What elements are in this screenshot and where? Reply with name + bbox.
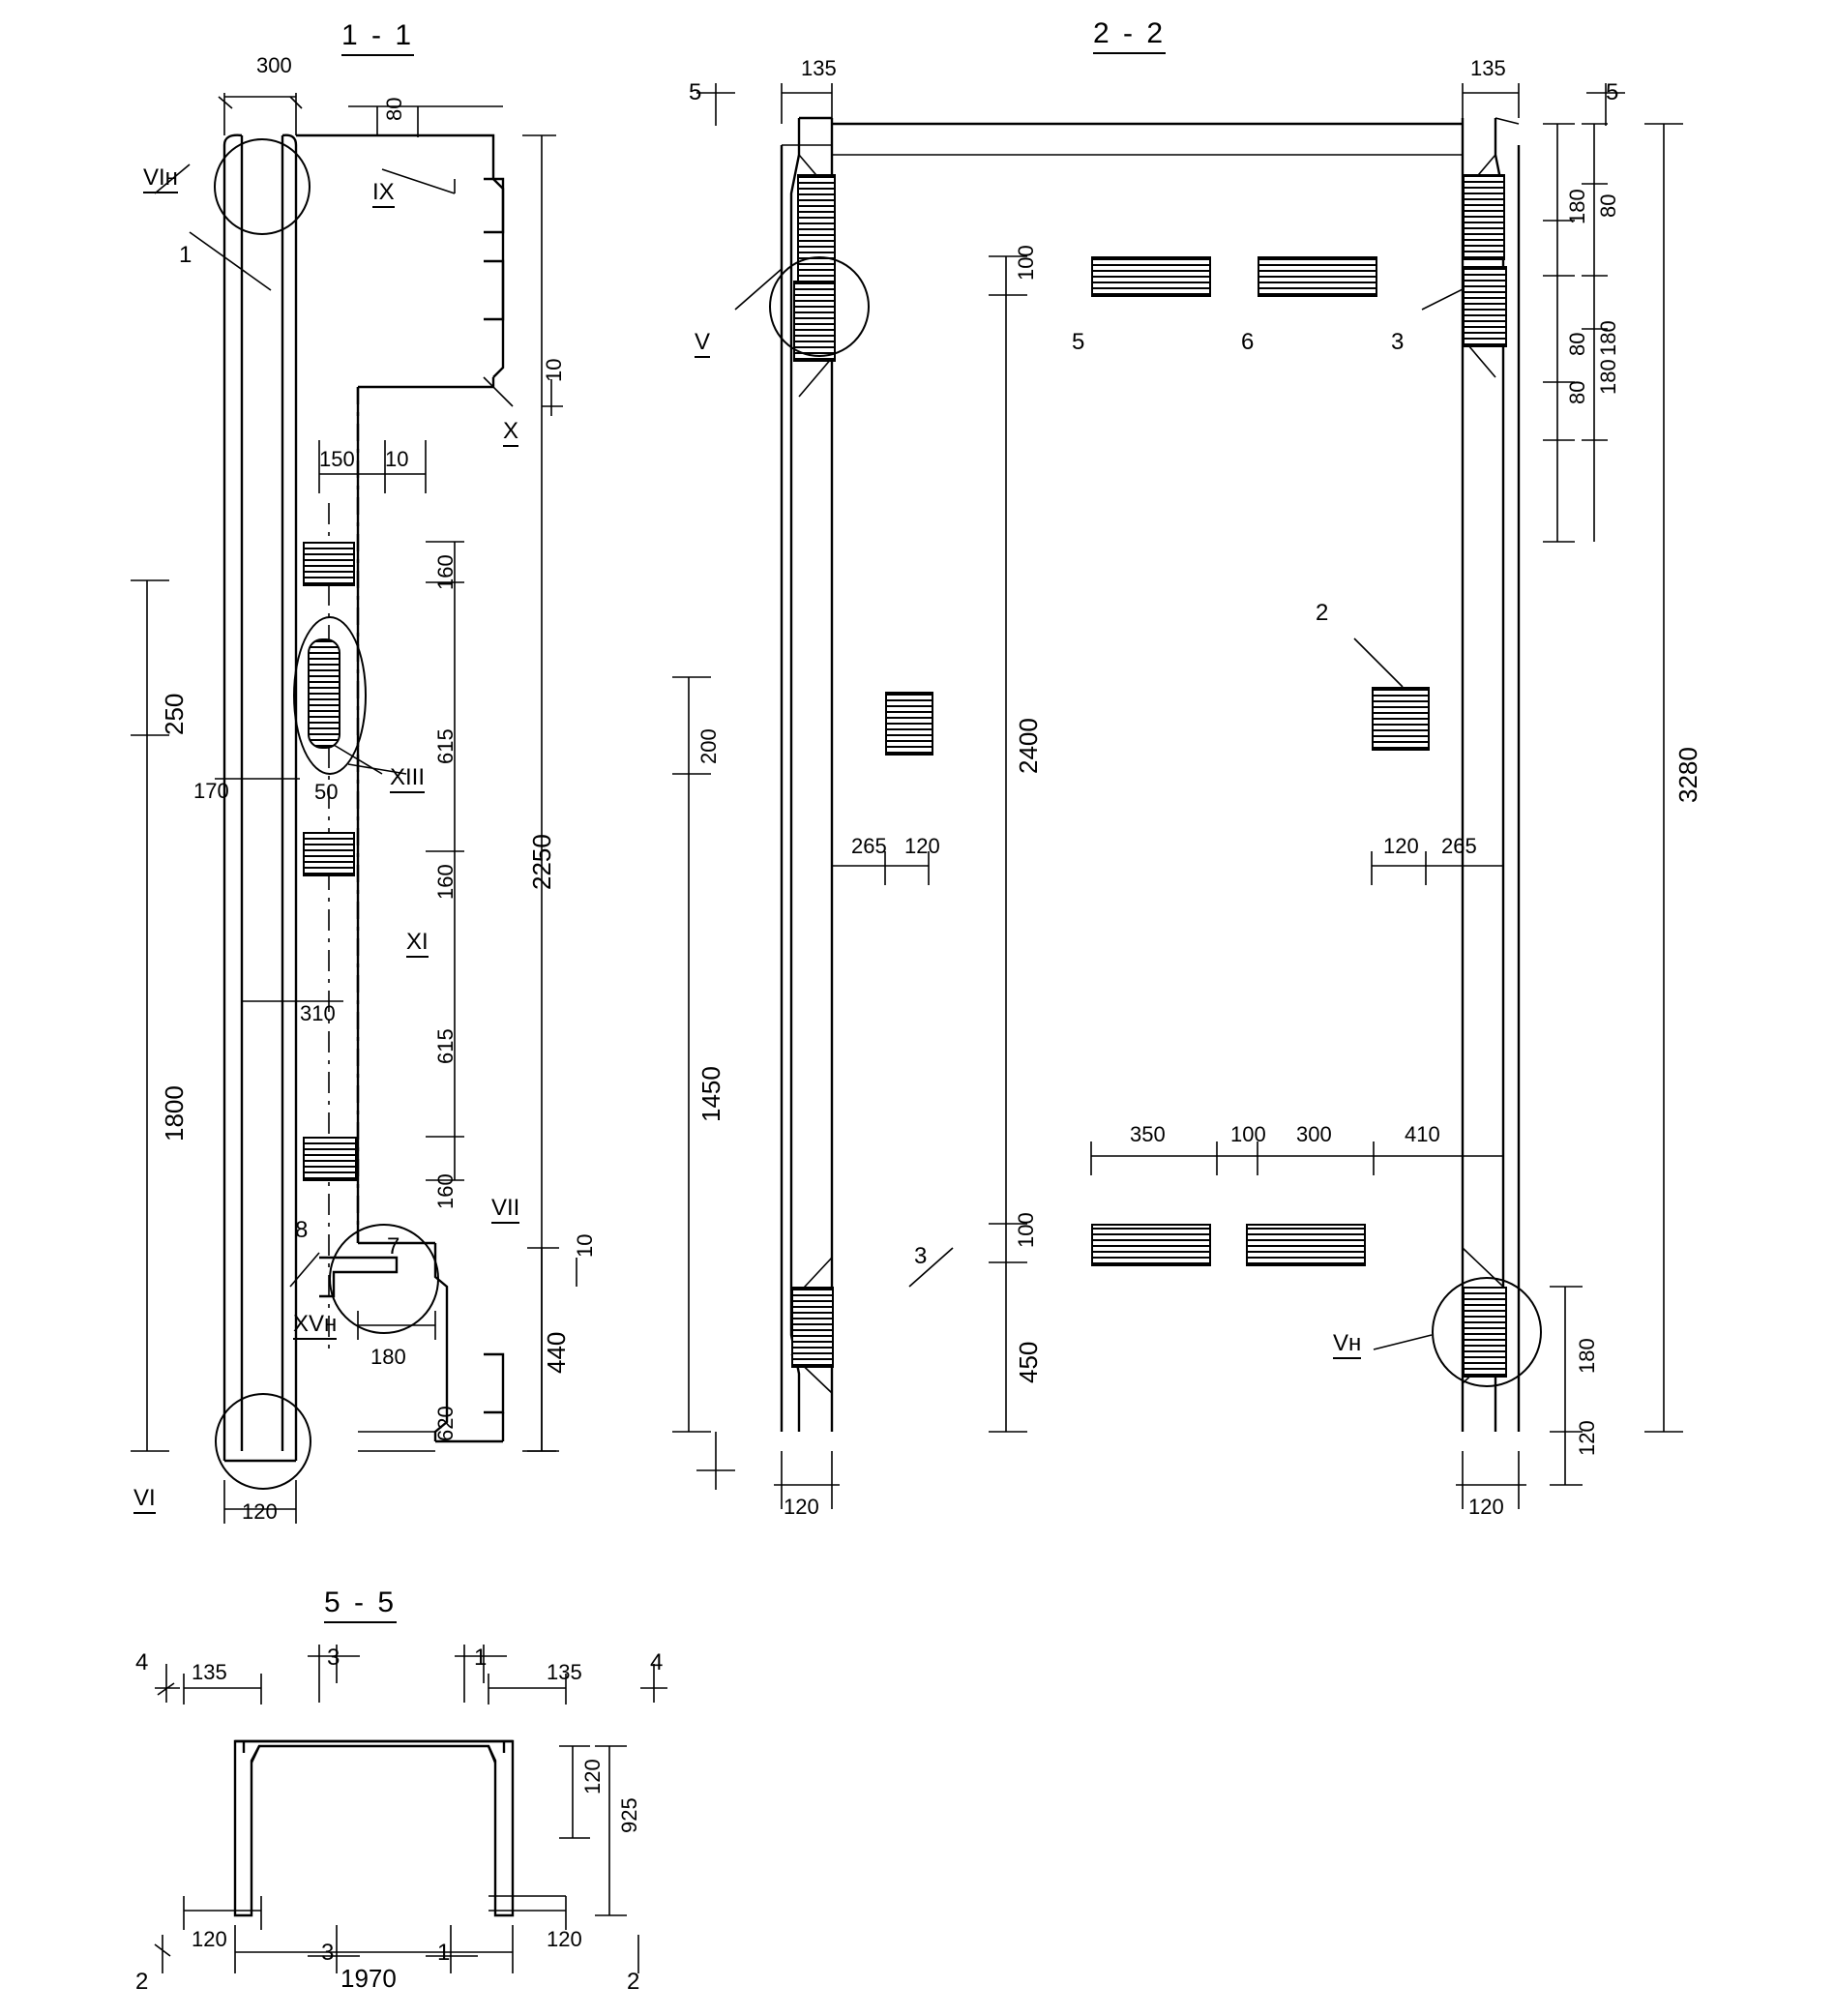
mark-VIn: VIн: [143, 164, 178, 192]
callout-5: 5: [1072, 329, 1085, 355]
callout-7: 7: [387, 1233, 400, 1260]
dim-1970: 1970: [340, 1964, 397, 1993]
mark-X: X: [503, 418, 518, 445]
dim-150: 150: [319, 447, 355, 471]
dim-120-top-5: 120: [580, 1759, 605, 1794]
section-mark-3-top: 3: [327, 1645, 340, 1671]
dim-100c: 100: [1014, 1212, 1038, 1248]
dim-300: 300: [1296, 1122, 1332, 1146]
mark-XIII: XIII: [390, 764, 425, 791]
dim-160a: 160: [433, 554, 458, 590]
dim-265-right: 265: [1441, 834, 1477, 858]
dim-170: 170: [193, 779, 229, 803]
dim-180: 180: [370, 1345, 406, 1369]
dim-120-bottom-left: 120: [784, 1495, 819, 1519]
section-mark-1-top: 1: [474, 1645, 488, 1671]
dim-120-bottom-right: 120: [1468, 1495, 1504, 1519]
dim-2250: 2250: [527, 834, 556, 890]
dim-135-left-5: 135: [192, 1660, 227, 1684]
dim-2400: 2400: [1014, 718, 1043, 774]
callout-8: 8: [295, 1217, 309, 1243]
dim-120: 120: [242, 1499, 278, 1524]
view-2-2-title: 2 - 2: [1093, 17, 1166, 50]
dim-80: 80: [382, 97, 406, 121]
callout-3-top: 3: [1391, 329, 1405, 355]
callout-2: 2: [1316, 600, 1329, 626]
view-5-5-title: 5 - 5: [324, 1586, 397, 1619]
callout-6: 6: [1241, 329, 1255, 355]
dim-80b: 80: [1565, 332, 1589, 356]
dim-135-right-5: 135: [547, 1660, 582, 1684]
dim-135-right: 135: [1470, 56, 1506, 80]
dim-615a: 615: [433, 728, 458, 764]
dim-180b: 180: [1596, 320, 1620, 356]
view-1-1-title: 1 - 1: [341, 19, 414, 52]
dim-100a: 100: [1014, 245, 1038, 281]
section-mark-5-left: 5: [689, 79, 702, 105]
dim-1800: 1800: [160, 1085, 189, 1141]
mark-Vn: Vн: [1333, 1330, 1361, 1357]
dim-350: 350: [1130, 1122, 1166, 1146]
dim-120-right: 120: [1383, 834, 1419, 858]
section-mark-2-left: 2: [135, 1969, 149, 1995]
dim-180a: 180: [1565, 189, 1589, 224]
section-mark-2-right: 2: [627, 1969, 640, 1995]
dim-10c: 10: [573, 1233, 597, 1258]
callout-1: 1: [179, 242, 192, 268]
callout-3-bottom: 3: [914, 1243, 928, 1269]
mark-IX: IX: [372, 179, 395, 206]
dim-120d: 120: [1575, 1420, 1599, 1456]
dim-50: 50: [314, 780, 339, 804]
section-mark-4-right: 4: [650, 1649, 664, 1675]
section-mark-5-right: 5: [1606, 79, 1619, 105]
dim-620: 620: [433, 1406, 458, 1441]
dim-80c: 80: [1565, 380, 1589, 404]
dim-200: 200: [696, 728, 721, 764]
dim-250: 250: [160, 693, 189, 735]
dim-10a: 10: [542, 358, 566, 382]
mark-XVn: XVн: [293, 1311, 337, 1338]
mark-V: V: [695, 329, 710, 356]
dim-410: 410: [1405, 1122, 1440, 1146]
dim-80a: 80: [1596, 193, 1620, 218]
dim-265-left: 265: [851, 834, 887, 858]
dim-120-left-5: 120: [192, 1927, 227, 1951]
dim-135-left: 135: [801, 56, 837, 80]
section-mark-4-left: 4: [135, 1649, 149, 1675]
dim-120-left: 120: [904, 834, 940, 858]
dim-300: 300: [256, 53, 292, 77]
dim-3280: 3280: [1673, 747, 1702, 803]
dim-440: 440: [542, 1331, 571, 1374]
dim-925: 925: [617, 1797, 641, 1833]
dim-450: 450: [1014, 1341, 1043, 1383]
mark-VII: VII: [491, 1195, 519, 1222]
dim-100b: 100: [1230, 1122, 1266, 1146]
dim-120-right-5: 120: [547, 1927, 582, 1951]
dim-10b: 10: [385, 447, 409, 471]
dim-160c: 160: [433, 1173, 458, 1209]
dim-310: 310: [300, 1001, 336, 1025]
dim-160b: 160: [433, 864, 458, 900]
dim-180d: 180: [1575, 1338, 1599, 1374]
section-mark-1-bottom: 1: [437, 1940, 451, 1966]
section-mark-3-bottom: 3: [321, 1940, 335, 1966]
dim-180c: 180: [1596, 359, 1620, 395]
mark-XI: XI: [406, 929, 429, 956]
mark-VI: VI: [133, 1485, 156, 1512]
dim-615b: 615: [433, 1028, 458, 1064]
dim-1450: 1450: [696, 1066, 725, 1122]
